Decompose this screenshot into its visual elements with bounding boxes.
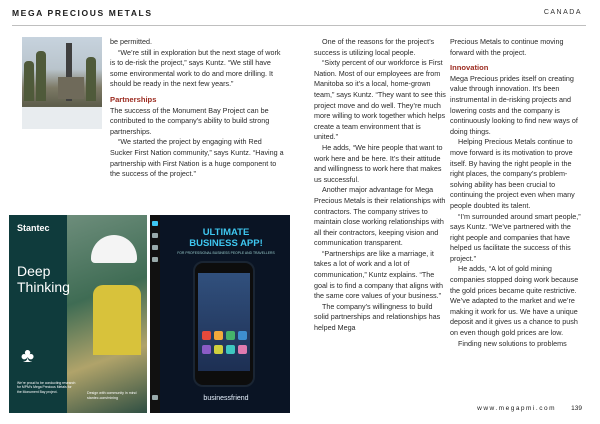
paragraph: Mega Precious prides itself on creating value through innovation. It’s been instrumental in de-risking projects and lowering costs and the company is continuously looking to find new ways of doing things.: [450, 73, 578, 136]
section-heading-innovation: Innovation: [450, 63, 489, 73]
paragraph: The success of the Monument Bay Project can be contributed to the company’s ability to build strong partnerships.: [110, 105, 270, 136]
country-label: CANADA: [543, 9, 582, 16]
app-icon: [214, 345, 223, 354]
ad-subline: FOR PROFESSIONAL BUSINESS PEOPLE AND TRAVELLERS: [177, 251, 275, 255]
paragraph: be permitted.: [110, 37, 152, 46]
ad-headline: [17, 263, 70, 295]
tree-icon: ♣: [21, 345, 35, 367]
section-heading-partnerships: Partnerships: [110, 94, 157, 104]
social-icon: [152, 245, 158, 250]
magazine-section-title: MEGA PRECIOUS METALS: [12, 8, 153, 18]
ad-headline-line1: ULTIMATE: [202, 227, 250, 238]
phone-screen: [198, 273, 250, 371]
paragraph: Another major advantage for Mega Precious Metals is their relationships with contractors. The company strives to maintain close working relationships with all their contractors, keeping vision and communication transparent.: [314, 185, 446, 248]
ad-social-sidebar: [150, 215, 160, 413]
article-column-3: [450, 37, 586, 349]
app-icon: [202, 331, 211, 340]
paragraph: “Sixty percent of our workforce is First Nation. Most of our employees are from Manitoba so it’s a local, home-grown team,” says Kuntz. “They want to see this project move and do well. They’re much more willing to work together which helps create a team environment that is united.”: [314, 58, 446, 142]
ad-headline-line2: Thinking: [17, 279, 70, 295]
app-icon: [202, 345, 211, 354]
drill-rig-base: [58, 77, 84, 99]
drilling-site-photo: [22, 37, 102, 129]
paragraph: “We’re still in exploration but the next stage of work is to de-risk the project,” says Kuntz. “We still have some environmental work to do and more drilling. It should be ready in the next few years.”: [110, 47, 281, 89]
paragraph: Precious Metals to continue moving forward with the project.: [450, 37, 564, 57]
social-icon: [152, 257, 158, 262]
paragraph: “I’m surrounded around smart people,” says Kuntz. “We’ve partnered with the right people and companies that have helped us facilitate the success of this project.”: [450, 211, 581, 263]
ad-headline-line1: Deep: [17, 263, 51, 279]
header-divider: [12, 25, 586, 26]
app-icon: [238, 345, 247, 354]
businessfriend-advertisement: [150, 215, 290, 413]
website-url: www.megapmi.com: [477, 405, 556, 412]
businessfriend-logo: businessfriend: [203, 395, 249, 402]
paragraph: He adds, “We hire people that want to work here and be here. It’s their attitude and willingness to work here that makes us successful.: [314, 142, 443, 184]
safety-vest-shape: [93, 285, 141, 355]
app-icon: [214, 331, 223, 340]
stantec-logo: Stantec: [17, 223, 50, 233]
tree-shape: [86, 57, 96, 101]
snow-ground: [22, 107, 102, 129]
ad-headline-line2: BUSINESS APP!: [189, 238, 263, 249]
social-icon: [152, 233, 158, 238]
paragraph: One of the reasons for the project’s success is utilizing local people.: [314, 37, 435, 57]
page-number: 139: [571, 405, 582, 412]
tree-shape: [24, 61, 34, 101]
article-column-1: [110, 37, 286, 180]
article-column-2: [314, 37, 446, 334]
tree-shape: [36, 51, 46, 101]
stantec-advertisement: [9, 215, 147, 413]
social-icon: [152, 395, 158, 400]
paragraph: Helping Precious Metals continue to move forward is its motivation to prove itself. By having the right people in the right places, the company’s problem-solving ability has been crucial to continuing the project even when many people doubted its talent.: [450, 137, 575, 210]
paragraph: “Partnerships are like a marriage, it takes a lot of work and a lot of communication,” Kuntz explains. “The goal is to find a company that aligns with the same core values of your business.”: [314, 248, 444, 301]
paragraph: He adds, “A lot of gold mining companies stopped doing work because the gold prices became quite restrictive. We’ve adapted to the market and we’re making it work for us. We have a unique deposit and it gives us a chance to push on even though gold prices are low.: [450, 264, 579, 338]
app-icon: [226, 345, 235, 354]
paragraph: The company’s willingness to build solid partnerships and relationships has helped Mega: [314, 301, 441, 333]
paragraph: Finding new solutions to problems: [458, 338, 567, 348]
app-icon: [238, 331, 247, 340]
app-icon: [226, 331, 235, 340]
ad-tagline: Design with community in mind stantec.com/mining: [87, 391, 137, 400]
ad-headline: [164, 227, 288, 249]
social-icon: [152, 221, 158, 226]
ad-small-print: We’re proud to be conducting research for MPM’s Mega Precious Metals for the Monument Bay project.: [17, 381, 76, 394]
paragraph: “We started the project by engaging with Red Sucker First Nation community,” says Kuntz. “Having a partnership with First Nation is a huge component to the success of the project.”: [110, 137, 284, 179]
